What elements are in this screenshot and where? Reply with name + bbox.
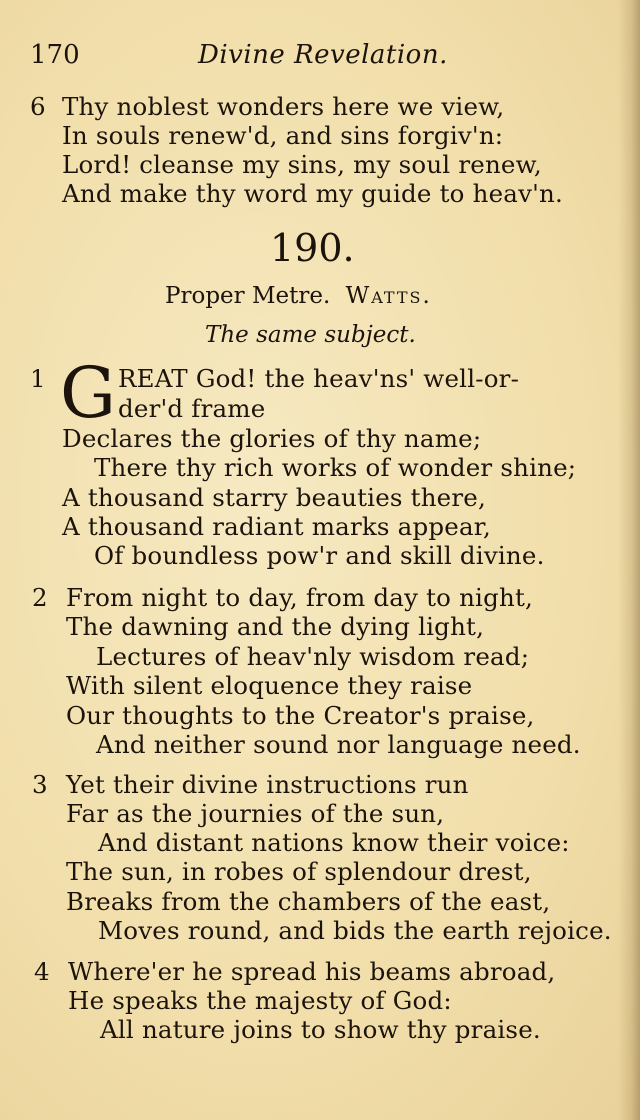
hymn-author: Watts.	[345, 283, 432, 309]
verse-line: All nature joins to show thy praise.	[100, 1015, 541, 1044]
verse-line: And distant nations know their voice:	[98, 828, 570, 857]
running-header	[30, 40, 620, 76]
verse-line: Far as the journies of the sun,	[66, 799, 445, 828]
hymn-number: 190.	[270, 226, 355, 270]
page-number: 170	[30, 40, 80, 70]
hymn-subject: The same subject.	[205, 322, 416, 348]
verse-line: A thousand starry beauties there,	[62, 483, 486, 512]
verse-line: The dawning and the dying light,	[66, 612, 485, 641]
verse-line: Breaks from the chambers of the east,	[66, 887, 551, 916]
verse-line: Lectures of heav'nly wisdom read;	[96, 642, 530, 671]
page-edge-shadow	[618, 0, 640, 1120]
verse-line: Moves round, and bids the earth rejoice.	[98, 916, 612, 945]
verse-line: From night to day, from day to night,	[66, 583, 533, 612]
verse-line: A thousand radiant marks appear,	[62, 512, 491, 541]
hymn-meter: Proper Metre.	[165, 283, 331, 309]
verse-line: Of boundless pow'r and skill divine.	[94, 541, 545, 570]
verse-line: In souls renew'd, and sins forgiv'n:	[62, 121, 504, 150]
verse-line: der'd frame	[118, 394, 266, 423]
verse-line: And make thy word my guide to heav'n.	[62, 179, 564, 208]
stanza-number: 3	[32, 770, 48, 799]
stanza-number: 6	[30, 92, 46, 121]
running-title: Divine Revelation.	[198, 40, 448, 70]
verse-line: Lord! cleanse my sins, my soul renew,	[62, 150, 542, 179]
verse-line: And neither sound nor language need.	[96, 730, 581, 759]
verse-line: Yet their divine instructions run	[66, 770, 469, 799]
verse-line: There thy rich works of wonder shine;	[94, 453, 577, 482]
stanza-number: 4	[34, 957, 50, 986]
verse-line: The sun, in robes of splendour drest,	[66, 857, 532, 886]
verse-line: He speaks the majesty of God:	[68, 986, 452, 1015]
stanza-number: 1	[30, 364, 46, 393]
verse-line: Thy noblest wonders here we view,	[62, 92, 505, 121]
verse-line: Where'er he spread his beams abroad,	[68, 957, 556, 986]
stanza-number: 2	[32, 583, 48, 612]
hymn-meter-author	[165, 283, 432, 309]
drop-cap: G	[60, 352, 116, 434]
verse-line: Declares the glories of thy name;	[62, 424, 482, 453]
verse-line: With silent eloquence they raise	[66, 671, 473, 700]
verse-line: Our thoughts to the Creator's praise,	[66, 701, 535, 730]
verse-line: REAT God! the heav'ns' well-or-	[118, 364, 520, 393]
